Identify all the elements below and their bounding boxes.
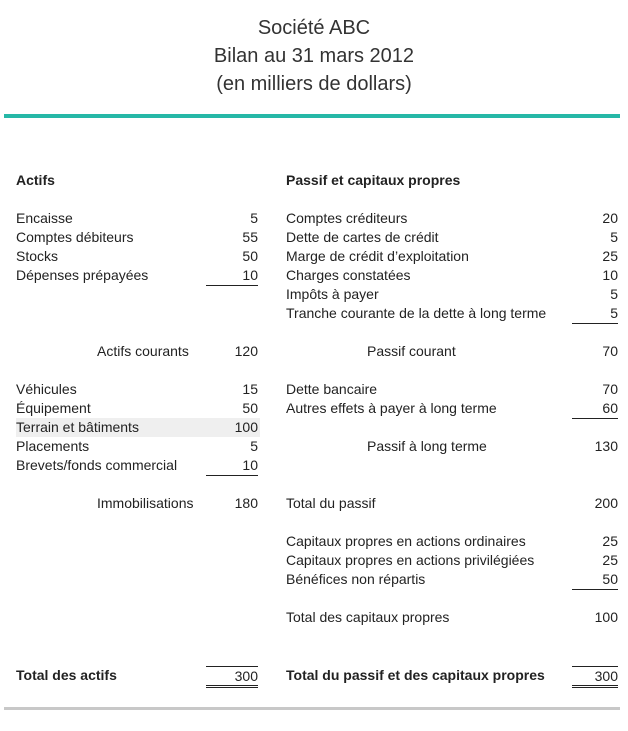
liability-value: 5 [610,229,618,245]
liability-label: Tranche courante de la dette à long terme [286,305,547,321]
total-assets-value: 300 [206,666,258,688]
equity-row [286,551,620,570]
asset-value: 5 [250,210,258,226]
asset-row [16,247,260,266]
asset-label: Brevets/fonds commercial [16,457,178,473]
total-liabilities-value: 200 [594,495,618,511]
asset-label: Terrain et bâtiments [16,419,139,435]
liability-label: Impôts à payer [286,286,379,302]
current-assets-subtotal-row [16,342,260,361]
total-assets-row [16,666,260,685]
current-liabilities-value: 70 [602,343,618,359]
long-term-liabilities-label: Passif à long terme [367,438,487,454]
long-term-liabilities-value: 130 [594,438,618,454]
liability-row [286,304,620,323]
equity-value: 25 [602,533,618,549]
total-equity-value: 100 [594,609,618,625]
asset-row [16,418,260,437]
current-liabilities-label: Passif courant [367,343,456,359]
asset-value: 15 [242,381,258,397]
asset-row [16,437,260,456]
asset-label: Dépenses prépayées [16,267,149,283]
liability-row [286,209,620,228]
total-liabilities-equity-row [286,666,620,685]
total-liabilities-equity-value: 300 [572,666,618,688]
liability-value: 70 [602,381,618,397]
liability-value: 25 [602,248,618,264]
liability-row [286,247,620,266]
liability-label: Marge de crédit d’exploitation [286,248,469,264]
equity-value: 50 [572,570,618,590]
liability-row [286,380,620,399]
total-liabilities-label: Total du passif [286,495,376,511]
asset-row [16,380,260,399]
asset-label: Équipement [16,400,91,416]
equity-value: 25 [602,552,618,568]
liability-label: Dette de cartes de crédit [286,229,439,245]
footer-divider [4,707,620,710]
liability-value: 5 [610,286,618,302]
asset-label: Comptes débiteurs [16,229,134,245]
equity-label: Capitaux propres en actions ordinaires [286,533,526,549]
current-assets-value: 120 [234,343,258,359]
liability-row [286,399,620,418]
asset-row [16,456,260,475]
header-divider [4,114,620,118]
total-equity-row [286,608,620,627]
equity-row [286,570,620,589]
long-term-liabilities-subtotal-row [286,437,620,456]
liability-value: 5 [572,304,618,324]
liability-label: Charges constatées [286,267,411,283]
current-assets-label: Actifs courants [97,343,189,359]
equity-row [286,532,620,551]
asset-value: 55 [242,229,258,245]
asset-row [16,228,260,247]
asset-label: Placements [16,438,90,454]
asset-label: Encaisse [16,210,73,226]
asset-row [16,209,260,228]
liability-row [286,266,620,285]
liability-label: Comptes créditeurs [286,210,408,226]
liability-row [286,285,620,304]
asset-value: 50 [242,400,258,416]
total-equity-label: Total des capitaux propres [286,609,450,625]
company-name: Société ABC [257,17,371,39]
fixed-assets-value: 180 [234,495,258,511]
liabilities-heading: Passif et capitaux propres [286,172,461,188]
liability-value: 20 [602,210,618,226]
asset-value: 10 [206,456,258,476]
assets-heading: Actifs [16,172,55,188]
asset-value: 5 [250,438,258,454]
total-liabilities-equity-label: Total du passif et des capitaux propres [286,667,545,683]
equity-label: Capitaux propres en actions privilégiées [286,552,535,568]
asset-row [16,399,260,418]
total-liabilities-row [286,494,620,513]
liability-label: Dette bancaire [286,381,378,397]
document-header [0,14,628,98]
liability-value: 10 [602,267,618,283]
statement-title: Bilan au 31 mars 2012 [213,45,415,67]
current-liabilities-subtotal-row [286,342,620,361]
statement-units: (en milliers de dollars) [216,73,412,95]
asset-label: Véhicules [16,381,77,397]
total-assets-label: Total des actifs [16,667,117,683]
liability-label: Autres effets à payer à long terme [286,400,497,416]
asset-label: Stocks [16,248,59,264]
asset-value: 100 [234,419,258,435]
equity-label: Bénéfices non répartis [286,571,426,587]
liability-value: 60 [572,399,618,419]
liability-row [286,228,620,247]
fixed-assets-subtotal-row [16,494,260,513]
asset-value: 10 [206,266,258,286]
asset-row [16,266,260,285]
asset-value: 50 [242,248,258,264]
fixed-assets-label: Immobilisations [97,495,194,511]
